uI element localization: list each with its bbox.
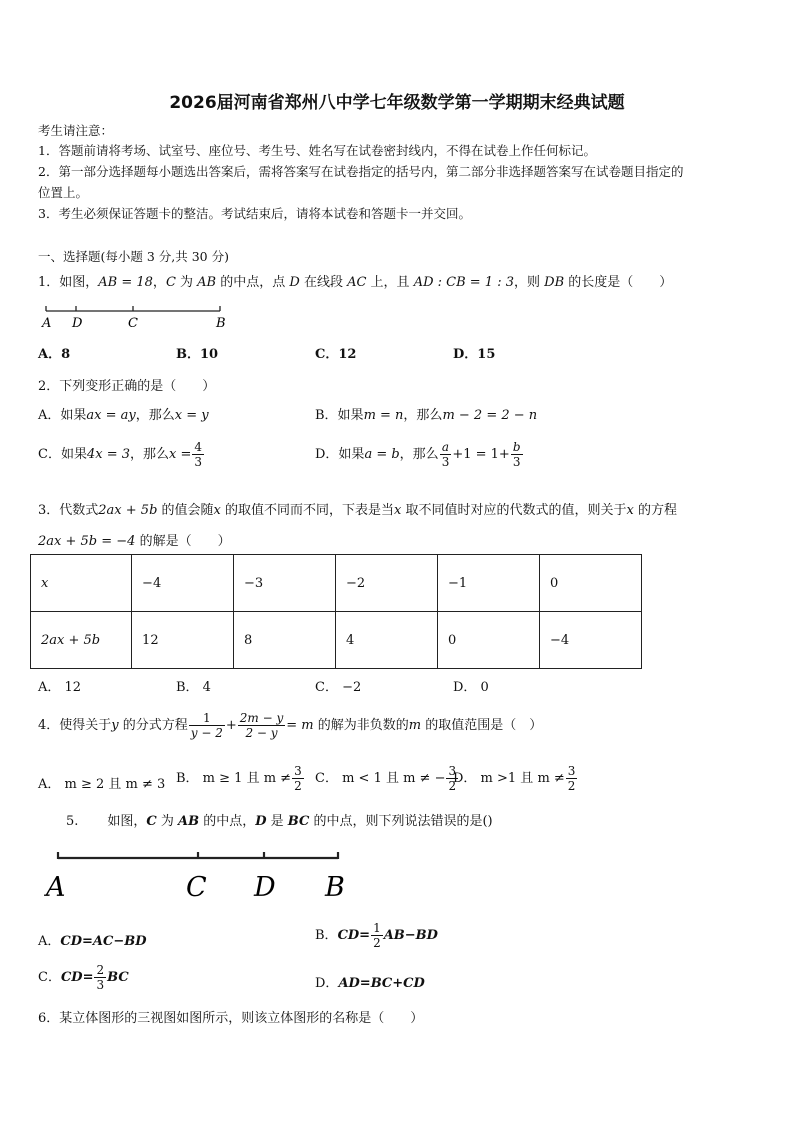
notice-item-3: 3．考生必须保证答题卡的整洁。考试结束后，请将本试卷和答题卡一并交回。 (38, 206, 471, 221)
q2-option-c: C．如果4x = 3，那么x = $\frac{4}{3}$ (38, 440, 202, 469)
table-row (31, 612, 642, 669)
q1-option-c: C．12 (315, 347, 357, 362)
q2d-fraction-1: $\frac{a}{3}$ (441, 440, 450, 469)
q5-point-d: D (254, 872, 276, 902)
q3-option-d: D． 0 (453, 680, 489, 695)
q5-option-d: D．AD=BC+CD (315, 976, 425, 991)
q4-option-a: A． m ≥ 2 且 m ≠ 3 (38, 777, 166, 792)
table-cell: 0 (539, 555, 641, 612)
q2c-fraction: $\frac{4}{3}$ (194, 440, 202, 469)
question-1-stem: 1．如图，AB = 18，C 为 AB 的中点，点 D 在线段 AC 上，且 AD : CB = 1 : 3，则 DB 的长度是（ ） (38, 275, 673, 290)
table-cell: −4 (539, 612, 641, 669)
q4-option-c: C． m < 1 且 m ≠ − $\frac{3}{2}$ (315, 764, 457, 793)
table-cell: 2ax + 5b (31, 612, 132, 669)
q3-option-c: C． −2 (315, 680, 362, 695)
q1-option-b: B．10 (176, 347, 219, 362)
question-2-stem: 2．下列变形正确的是（ ） (38, 379, 216, 394)
q2-option-b: B．如果m = n，那么m − 2 = 2 − n (315, 408, 538, 423)
q5-point-a: A (46, 872, 66, 902)
question-3-stem-cont: 2ax + 5b = −4 的解是（ ） (38, 534, 231, 549)
q1-segment-figure (36, 302, 236, 332)
q5-point-b: B (325, 872, 345, 902)
table-cell: −3 (234, 555, 336, 612)
table-cell: x (31, 555, 132, 612)
notice-item-2: 2．第一部分选择题每小题选出答案后，需将答案写在试卷指定的括号内，第二部分非选择题答案写在试卷题目指定的 (38, 164, 684, 179)
q1-point-d: D (72, 316, 83, 331)
q2-option-d: D．如果a = b，那么 $\frac{a}{3}$ +1 = 1+ $\frac{b}{3}$ (315, 440, 521, 469)
q4-fraction-1: $\frac{1}{y - 2}$ (190, 711, 223, 740)
q1-option-d: D．15 (453, 347, 496, 362)
page-title: 2026届河南省郑州八中学七年级数学第一学期期末经典试题 (169, 93, 625, 113)
table-cell: 8 (234, 612, 336, 669)
question-4-stem: 4．使得关于y 的分式方程 $\frac{1}{y - 2}$ + $\frac{2m - y}{2 - y}$ = m 的解为非负数的m 的取值范围是（ ） (38, 711, 543, 740)
q5-point-c: C (186, 872, 207, 902)
table-cell: −4 (132, 555, 234, 612)
table-cell: −2 (336, 555, 438, 612)
q5-option-c: C．CD= $\frac{2}{3}$ BC (38, 963, 129, 992)
section-heading: 一、选择题(每小题 3 分,共 30 分) (38, 249, 229, 264)
question-3-stem: 3．代数式2ax + 5b 的值会随x 的取值不同而不同，下表是当x 取不同值时对应的代数式的值，则关于x 的方程 (38, 503, 677, 518)
notice-heading: 考生请注意： (38, 123, 114, 138)
table-cell: 0 (438, 612, 540, 669)
q4-fraction-2: $\frac{2m - y}{2 - y}$ (239, 711, 284, 740)
q1-option-a: A．8 (38, 347, 71, 362)
table-cell: 4 (336, 612, 438, 669)
q5-option-a: A．CD=AC−BD (38, 934, 147, 949)
notice-item-1: 1．答题前请将考场、试室号、座位号、考生号、姓名写在试卷密封线内，不得在试卷上作任何标记。 (38, 143, 596, 158)
q2-option-a: A．如果ax = ay，那么x = y (38, 408, 209, 423)
q2d-fraction-2: $\frac{b}{3}$ (512, 440, 521, 469)
q3-option-a: A． 12 (38, 680, 82, 695)
q1-point-b: B (216, 316, 226, 331)
q1-point-a: A (42, 316, 52, 331)
table-cell: −1 (438, 555, 540, 612)
q5-segment-figure (44, 846, 354, 902)
q1-point-c: C (128, 316, 138, 331)
q3-option-b: B． 4 (176, 680, 211, 695)
q4-option-b: B． m ≥ 1 且 m ≠ $\frac{3}{2}$ (176, 764, 302, 793)
notice-item-2-cont: 位置上。 (38, 185, 89, 200)
question-6-stem: 6．某立体图形的三视图如图所示，则该立体图形的名称是（ ） (38, 1011, 424, 1026)
table-row (31, 555, 642, 612)
q4-option-d: D． m >1 且 m ≠ $\frac{3}{2}$ (453, 764, 576, 793)
question-5-stem: 5. 如图，C 为 AB 的中点，D 是 BC 的中点，则下列说法错误的是() (66, 814, 493, 829)
table-cell: 12 (132, 612, 234, 669)
q5-option-b: B．CD= $\frac{1}{2}$ AB−BD (315, 921, 438, 950)
q3-value-table (30, 554, 642, 669)
